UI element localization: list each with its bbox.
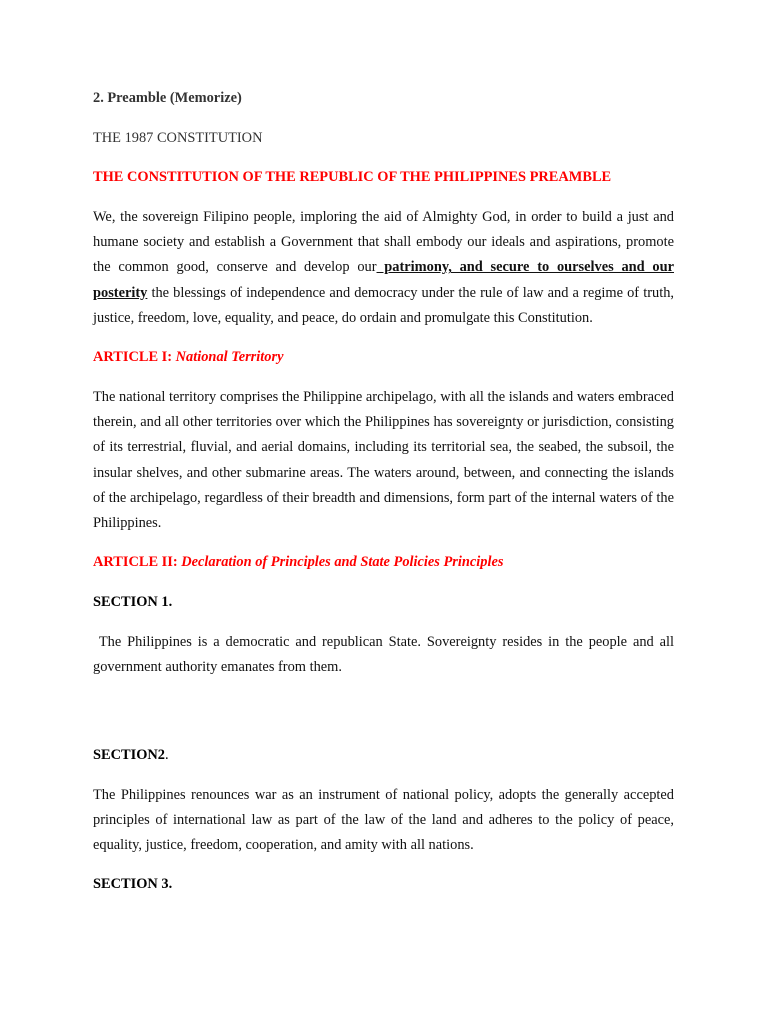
- article-1-title: National Territory: [175, 349, 284, 366]
- article-2-label: ARTICLE II:: [93, 554, 182, 571]
- article-2-heading: [93, 550, 674, 575]
- item-heading: 2. Preamble (Memorize): [93, 90, 242, 106]
- constitution-label: THE 1987 CONSTITUTION: [93, 130, 263, 146]
- section-2-paragraph: The Philippines renounces war as an instrument of national policy, adopts the generally accepted principles of international law as part of the law of the land and adheres to the policy of peace, equality, justice, freedom, cooperation, and amity with all nations.: [93, 786, 674, 854]
- article-1-heading: [93, 345, 674, 370]
- section-2-heading-period: .: [164, 746, 169, 763]
- preamble-text-end: the blessings of independence and democracy under the rule of law and a regime of truth, justice, freedom, love, equality, and peace, do ordain and promulgate this Constitution.: [93, 284, 674, 326]
- section-2-heading: [93, 743, 674, 768]
- preamble-text-start: We, the sovereign Filipino people, imploring the aid of Almighty God, in order to build a just and humane society and establish a Government that shall embody our ideals and aspirations, promote the common good, conserve and develop our: [93, 209, 674, 276]
- main-title: THE CONSTITUTION OF THE REPUBLIC OF THE PHILIPPINES PREAMBLE: [93, 169, 612, 185]
- preamble-paragraph: [93, 205, 674, 331]
- article-2-title: Declaration of Principles and State Policies Principles: [181, 554, 504, 571]
- section-3-heading: SECTION 3.: [93, 876, 173, 893]
- section-1-paragraph: The Philippines is a democratic and republican State. Sovereignty resides in the people and all government authority emanates from them.: [93, 634, 678, 676]
- section-2-heading-text: SECTION2: [93, 746, 165, 763]
- preamble-emphasis: patrimony, and secure to ourselves and our posterity: [93, 259, 674, 301]
- section-1-heading: SECTION 1.: [93, 594, 173, 611]
- article-1-paragraph: The national territory comprises the Philippine archipelago, with all the islands and waters embraced therein, and all other territories over which the Philippines has sovereignty or jurisdiction, consisting of its terrestrial, fluvial, and aerial domains, including its territorial sea, the seabed, the subsoil, the insular shelves, and other submarine areas. The waters around, between, and connecting the islands of the archipelago, regardless of their breadth and dimensions, form part of the internal waters of the Philippines.: [93, 389, 674, 532]
- article-1-label: ARTICLE I:: [93, 349, 176, 366]
